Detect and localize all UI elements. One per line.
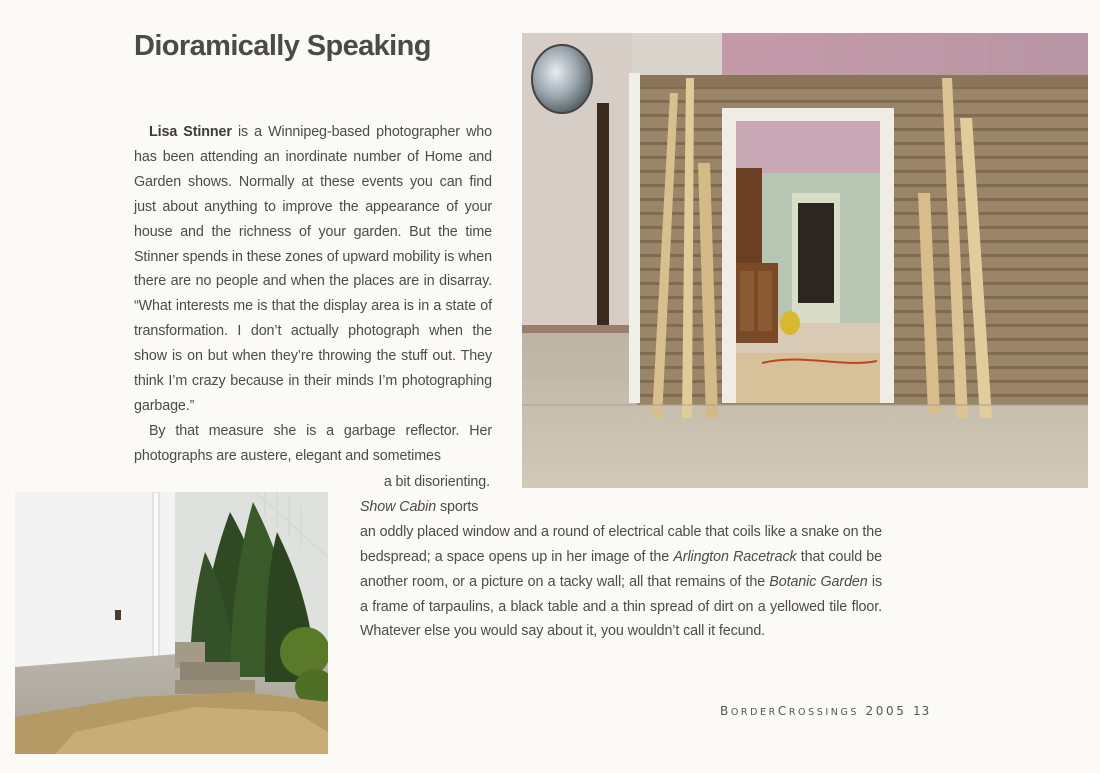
photo-display-house-image [522, 33, 1088, 488]
paragraph-2-text-a: a bit disorienting. [383, 474, 490, 490]
article-body-top [134, 120, 492, 469]
publication-word-order: ORDER [730, 707, 778, 718]
paragraph-2-text-c: an oddly placed window and a round of electrical cable that coils like a snake on the bedspread; a space opens up in her image of the [360, 523, 882, 565]
article-title: Dioramically Speaking [134, 30, 431, 62]
publication-name [720, 704, 906, 718]
paragraph-2-cont-b [360, 495, 882, 520]
paragraph-2-cont-c [360, 520, 882, 645]
publication-word-rossings: ROSSINGS [788, 707, 860, 718]
artist-name: Lisa Stinner [149, 124, 232, 140]
photo-display-house [522, 33, 1088, 488]
publication-letter-b: B [720, 704, 731, 718]
article-body-bottom [360, 470, 882, 644]
paragraph-2-text-e: is a frame of tarpaulins, a black table and a thin spread of dirt on a yellowed tile floor. Whatever else you would say about it, you wouldn’t call it fecund. [360, 573, 882, 640]
page-number: 13 [913, 704, 931, 718]
work-title-arlington: Arlington Racetrack [673, 548, 797, 565]
paragraph-2-cont-a [360, 470, 490, 495]
paragraph-1-text: is a Winnipeg-based photographer who has been attending an inordinate number of Home and Garden shows. Normally at these events you can find just about anything to improve the appearance of your house and the richness of your garden. But the time Stinner spends in these zones of upward mobility is when there are no people and when the places are in disarray. “What interests me is that the display area is in a state of transformation. I don’t actually photograph when the show is on but when they’re throwing the stuff out. They think I’m crazy because in their minds I’m photographing garbage.” [134, 124, 492, 414]
publication-letter-c: C [777, 704, 789, 718]
work-title-show-cabin: Show Cabin [360, 498, 437, 515]
paragraph-2-start: By that measure she is a garbage reflector. Her photographs are austere, elegant and sometimes [134, 422, 492, 464]
publication-year: 2005 [859, 704, 907, 718]
work-title-botanic: Botanic Garden [769, 573, 868, 590]
paragraph-2-text-b: sports [436, 498, 479, 515]
paragraph-2-text-d: that could be another room, or a picture on a tacky wall; all that remains of the [360, 548, 883, 590]
photo-trees-hall [15, 492, 328, 754]
paragraph-1 [134, 120, 492, 419]
photo-trees-hall-image [15, 492, 328, 754]
page-footer [720, 704, 940, 724]
